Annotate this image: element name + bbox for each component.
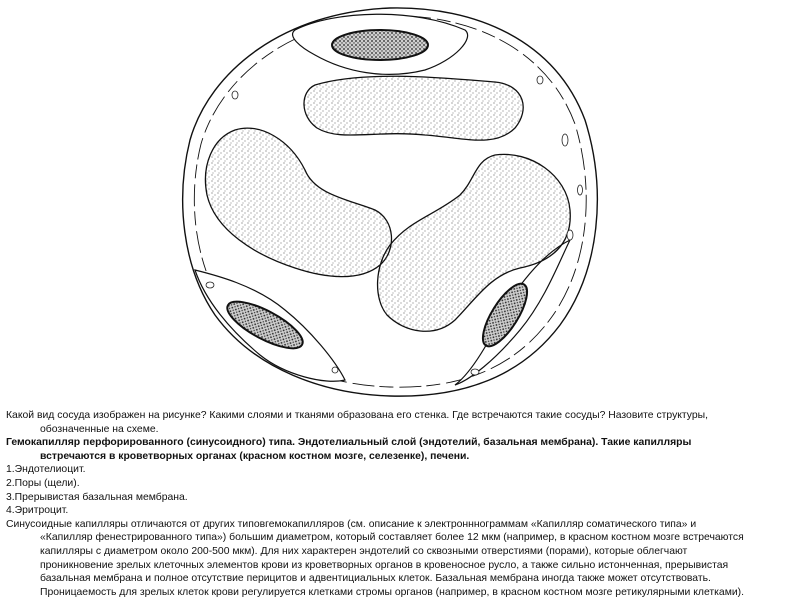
endothelial-cell-top bbox=[293, 14, 468, 74]
nucleus-top bbox=[332, 30, 428, 60]
structure-item: 1.Эндотелиоцит. bbox=[6, 464, 86, 476]
description-line: капилляры с диаметром около 200-500 мкм). Для них характерен эндотелий со сквозными отверстиями (порами), которые облегчают bbox=[40, 545, 688, 557]
erythrocyte-left bbox=[205, 128, 391, 277]
erythrocyte-right bbox=[378, 154, 571, 331]
structure-item: 4.Эритроцит. bbox=[6, 505, 69, 517]
answer-line-2: встречаются в кроветворных органах (красном костном мозге, селезенке), печени. bbox=[40, 450, 470, 462]
description-line: базальная мембрана и полное отсутствие перицитов и адвентициальных клеток. Базальная мембрана иногда также может отсутствовать. bbox=[40, 573, 711, 585]
erythrocyte-top bbox=[304, 76, 523, 140]
description-line: проникновение зрелых клеточных элементов крови из кроветворных органов в кровеносное русло, а также сильно истонченная, прерывистая bbox=[40, 559, 729, 571]
description-line: Синусоидные капилляры отличаются от других типовгемокапилляров (см. описание к электронннограммам «Капилляр соматического типа» и bbox=[6, 518, 697, 530]
question-line-1: Какой вид сосуда изображен на рисунке? Какими слоями и тканями образована его стенка. Где встречаются такие сосуды? Назовите структуры, bbox=[6, 410, 709, 421]
capillary-illustration bbox=[175, 0, 605, 400]
structure-item: 2.Поры (щели). bbox=[6, 477, 80, 489]
description-line: «Капилляр фенестрированного типа») большим диаметром, который составляет более 12 мкм (например, в красном костном мозге встречаются bbox=[40, 532, 744, 544]
structure-item: 3.Прерывистая базальная мембрана. bbox=[6, 491, 188, 503]
description-line: Проницаемость для зрелых клеток крови регулируется клетками стромы органов (например, в красном костном мозге ретикулярными клетками). bbox=[40, 586, 744, 598]
question-line-2: обозначенные на схеме. bbox=[40, 423, 159, 435]
text-block bbox=[6, 409, 796, 599]
answer-line-1: Гемокапилляр перфорированного (синусоидного) типа. Эндотелиальный слой (эндотелий, базальная мембрана). Такие капилляры bbox=[6, 437, 692, 449]
